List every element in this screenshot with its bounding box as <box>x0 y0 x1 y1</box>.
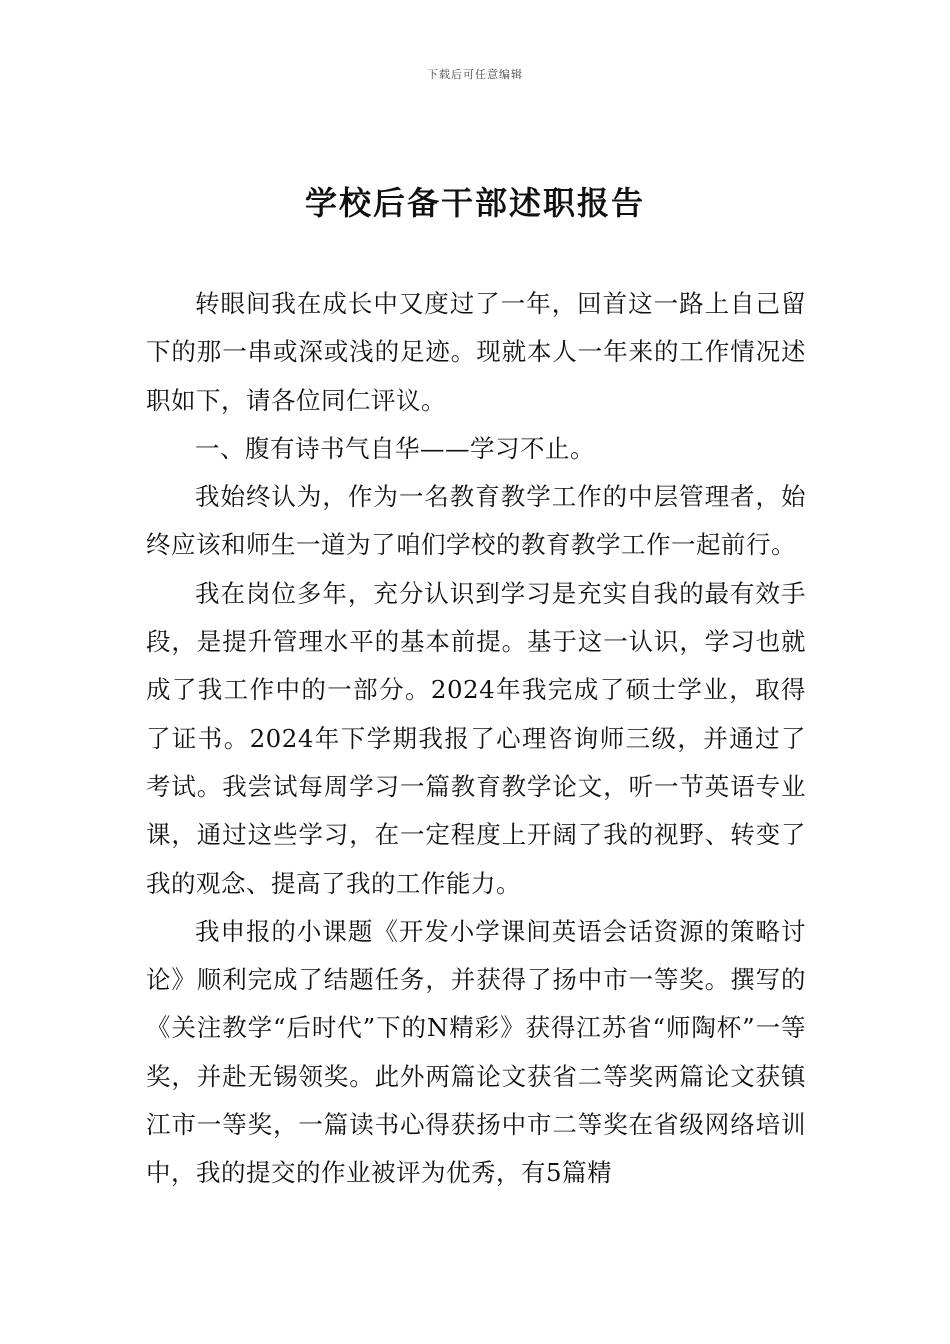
paragraph-achievements: 我申报的小课题《开发小学课间英语会话资源的策略讨论》顺利完成了结题任务，并获得了扬中市一等奖。撰写的《关注教学“后时代”下的N精彩》获得江苏省“师陶杯”一等奖，并赴无锡领奖。此外两篇论文获省二等奖两篇论文获镇江市一等奖，一篇读书心得获扬中市二等奖在省级网络培训中，我的提交的作业被评为优秀，有5篇精 <box>146 916 806 1188</box>
paragraph-intro: 转眼间我在成长中又度过了一年，回首这一路上自己留下的那一串或深或浅的足迹。现就本人一年来的工作情况述职如下，请各位同仁评议。 <box>146 289 806 415</box>
header-note: 下载后可任意编辑 <box>427 68 523 81</box>
paragraph-belief: 我始终认为，作为一名教育教学工作的中层管理者，始终应该和师生一道为了咱们学校的教育教学工作一起前行。 <box>146 482 806 560</box>
document-title: 学校后备干部述职报告 <box>304 184 645 222</box>
document-body <box>146 280 806 1198</box>
paragraph-learning: 我在岗位多年，充分认识到学习是充实自我的最有效手段，是提升管理水平的基本前提。基于这一认识，学习也就成了我工作中的一部分。2024年我完成了硕士学业，取得了证书。2024年下学期我报了心理咨询师三级，并通过了考试。我尝试每周学习一篇教育教学论文，听一节英语专业课，通过这些学习，在一定程度上开阔了我的视野、转变了我的观念、提高了我的工作能力。 <box>146 578 806 898</box>
paragraph-section-heading: 一、腹有诗书气自华——学习不止。 <box>195 433 595 463</box>
